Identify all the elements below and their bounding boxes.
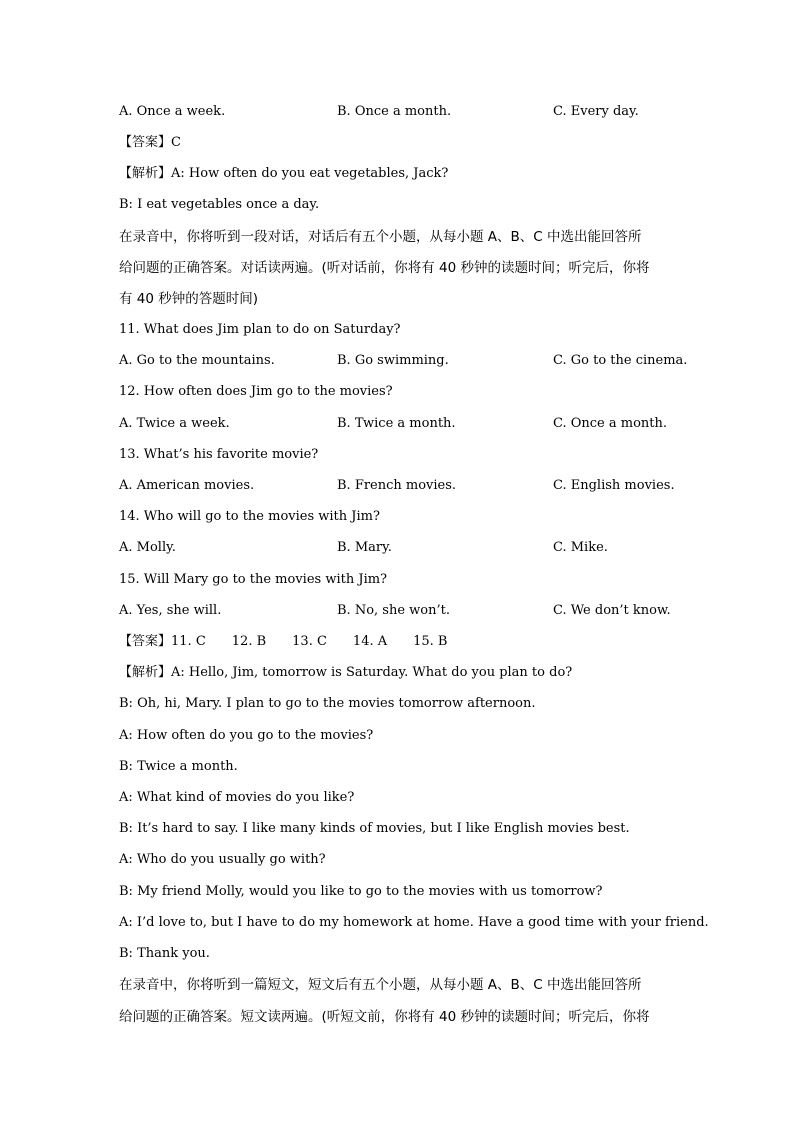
question-text: 12. How often does Jim go to the movies? bbox=[119, 384, 393, 399]
analysis-line: B: I eat vegetables once a day. bbox=[119, 197, 320, 212]
option-b: B. Twice a month. bbox=[337, 416, 456, 431]
dialogue-line: B: Oh, hi, Mary. I plan to go to the movies tomorrow afternoon. bbox=[119, 696, 536, 711]
option-b: B. Go swimming. bbox=[337, 353, 449, 368]
option-c: C. Every day. bbox=[553, 104, 639, 119]
option-b: B. French movies. bbox=[337, 478, 457, 493]
option-c: C. Mike. bbox=[553, 540, 608, 555]
dialogue-line: A: How often do you go to the movies? bbox=[119, 728, 374, 743]
analysis-line: 【解析】A: How often do you eat vegetables, Jack? bbox=[119, 166, 449, 181]
answer-item: 12. B bbox=[231, 634, 267, 649]
instruction-line: 给问题的正确答案。短文读两遍。(听短文前，你将有 40 秒钟的读题时间；听完后，你将 bbox=[119, 1009, 650, 1025]
answer-item: 11. C bbox=[171, 634, 206, 649]
question-text: 11. What does Jim plan to do on Saturday? bbox=[119, 322, 401, 337]
option-a: A. Twice a week. bbox=[119, 416, 230, 431]
dialogue-line: A: Who do you usually go with? bbox=[119, 852, 326, 867]
instruction-line: 给问题的正确答案。对话读两遍。(听对话前，你将有 40 秒钟的读题时间；听完后，你将 bbox=[119, 260, 650, 276]
instruction-line: 在录音中，你将听到一段对话，对话后有五个小题，从每小题 A、B、C 中选出能回答所 bbox=[119, 229, 642, 245]
answers-label: 【答案】 bbox=[119, 634, 172, 649]
answer-item: 15. B bbox=[413, 634, 448, 649]
option-c: C. English movies. bbox=[553, 478, 675, 493]
option-a: A. Yes, she will. bbox=[119, 603, 222, 618]
question-text: 14. Who will go to the movies with Jim? bbox=[119, 509, 380, 524]
instruction-line: 在录音中，你将听到一篇短文，短文后有五个小题，从每小题 A、B、C 中选出能回答所 bbox=[119, 977, 642, 993]
dialogue-line: A: What kind of movies do you like? bbox=[119, 790, 355, 805]
option-a: A. Once a week. bbox=[119, 104, 226, 119]
question-text: 13. What’s his favorite movie? bbox=[119, 447, 319, 462]
option-c: C. We don’t know. bbox=[553, 603, 671, 618]
option-b: B. No, she won’t. bbox=[337, 603, 450, 618]
option-c: C. Go to the cinema. bbox=[553, 353, 688, 368]
answer-line: 【答案】C bbox=[119, 135, 181, 150]
option-b: B. Once a month. bbox=[337, 104, 452, 119]
answers-line bbox=[119, 633, 679, 651]
option-b: B. Mary. bbox=[337, 540, 392, 555]
dialogue-line: B: My friend Molly, would you like to go to the movies with us tomorrow? bbox=[119, 884, 603, 899]
dialogue-line: B: Twice a month. bbox=[119, 759, 238, 774]
answer-item: 13. C bbox=[292, 634, 327, 649]
answer-item: 14. A bbox=[352, 634, 388, 649]
dialogue-line: 【解析】A: Hello, Jim, tomorrow is Saturday. What do you plan to do? bbox=[119, 665, 573, 680]
instruction-line: 有 40 秒钟的答题时间) bbox=[119, 291, 259, 307]
dialogue-line: B: Thank you. bbox=[119, 946, 210, 961]
dialogue-line: A: I’d love to, but I have to do my homework at home. Have a good time with your friend. bbox=[119, 915, 709, 930]
option-a: A. Molly. bbox=[119, 540, 176, 555]
option-a: A. Go to the mountains. bbox=[119, 353, 275, 368]
option-a: A. American movies. bbox=[119, 478, 255, 493]
option-c: C. Once a month. bbox=[553, 416, 668, 431]
question-text: 15. Will Mary go to the movies with Jim? bbox=[119, 572, 388, 587]
dialogue-line: B: It’s hard to say. I like many kinds of movies, but I like English movies best. bbox=[119, 821, 630, 836]
